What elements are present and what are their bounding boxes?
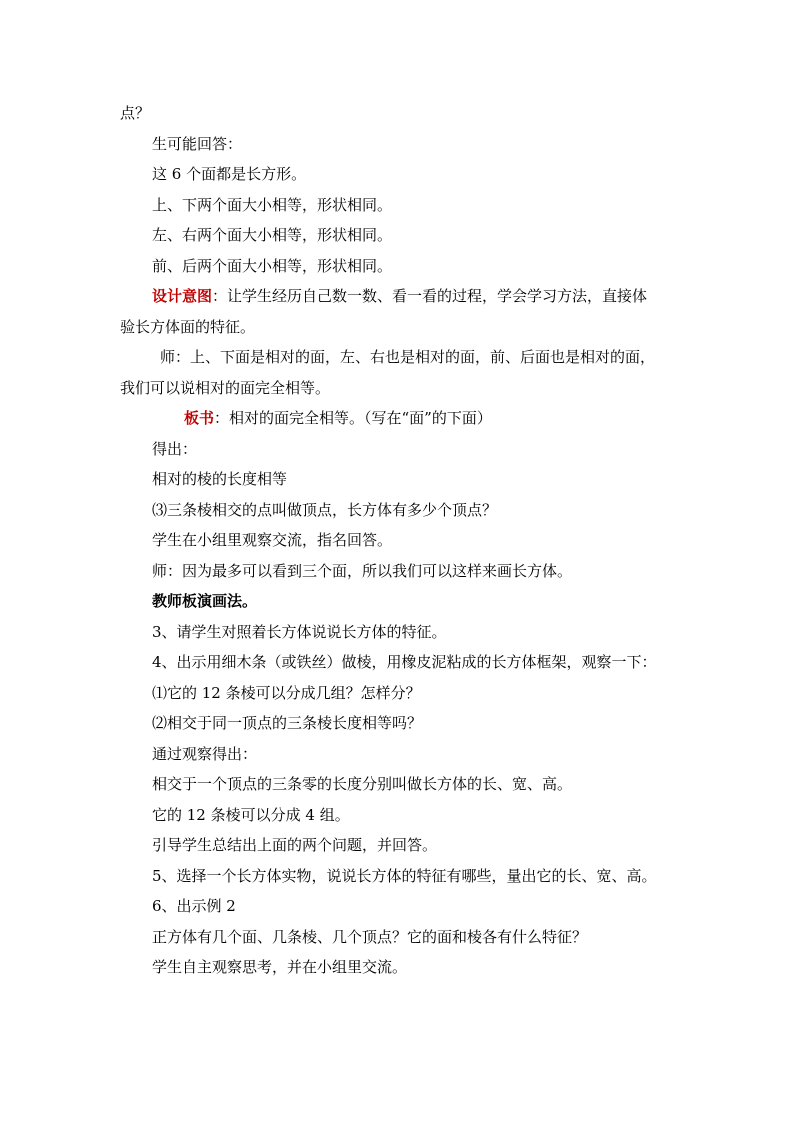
design-intent-label: 设计意图 <box>152 287 213 305</box>
text-line: 得出： <box>152 439 198 458</box>
design-intent-line <box>120 281 690 312</box>
text-line: 3、请学生对照着长方体说说长方体的特征。 <box>152 622 447 641</box>
text-line: 师：上、下面是相对的面，左、右也是相对的面，前、后面也是相对的面， <box>160 348 656 366</box>
text-line: 上、下两个面大小相等，形状相同。 <box>152 195 393 214</box>
text-line: ⑵相交于同一顶点的三条棱长度相等吗？ <box>152 714 423 732</box>
text-line: 生可能回答： <box>152 134 243 153</box>
text-line: 它的 12 条棱可以分成 4 组。 <box>152 805 350 824</box>
text-line: 引导学生总结出上面的两个问题，并回答。 <box>152 836 438 854</box>
text-line: 正方体有几个面、几条棱、几个顶点？它的面和棱各有什么特征？ <box>152 927 588 946</box>
text-line: 相交于一个顶点的三条零的长度分别叫做长方体的长、宽、高。 <box>152 775 573 793</box>
text-line: 师：因为最多可以看到三个面，所以我们可以这样来画长方体。 <box>152 561 573 580</box>
text-line: 5、选择一个长方体实物，说说长方体的特征有哪些，量出它的长、宽、高。 <box>152 866 657 885</box>
text-line: 左、右两个面大小相等，形状相同。 <box>152 226 393 244</box>
text-line: 这 6 个面都是长方形。 <box>152 165 307 183</box>
text-line: 前、后两个面大小相等，形状相同。 <box>152 256 393 275</box>
document-body <box>120 98 690 983</box>
text-line: 教师板演画法。 <box>152 592 258 610</box>
text-line: ⑴它的 12 条棱可以分成几组？怎样分？ <box>152 683 421 702</box>
text-line: 点？ <box>120 104 151 122</box>
text-line: 学生自主观察思考，并在小组里交流。 <box>152 958 408 976</box>
text-line: 验长方体面的特征。 <box>120 317 256 336</box>
text-line: 学生在小组里观察交流，指名回答。 <box>152 531 393 549</box>
text-line: 相对的棱的长度相等 <box>152 470 288 488</box>
text-line: 通过观察得出： <box>152 744 258 763</box>
text-line: 4、出示用细木条（或铁丝）做棱，用橡皮泥粘成的长方体框架，观察一下： <box>152 653 657 671</box>
text-line: 我们可以说相对的面完全相等。 <box>120 378 331 397</box>
design-intent-text: ：让学生经历自己数一数、看一看的过程，学会学习方法，直接体 <box>212 287 648 305</box>
text-line: 6、出示例 2 <box>152 897 236 915</box>
board-writing-text: ：相对的面完全相等。（写在“面”的下面） <box>214 409 492 427</box>
board-writing-label: 板书 <box>184 409 215 427</box>
board-writing-line <box>120 403 690 434</box>
text-line: ⑶三条棱相交的点叫做顶点，长方体有多少个顶点？ <box>152 500 498 519</box>
